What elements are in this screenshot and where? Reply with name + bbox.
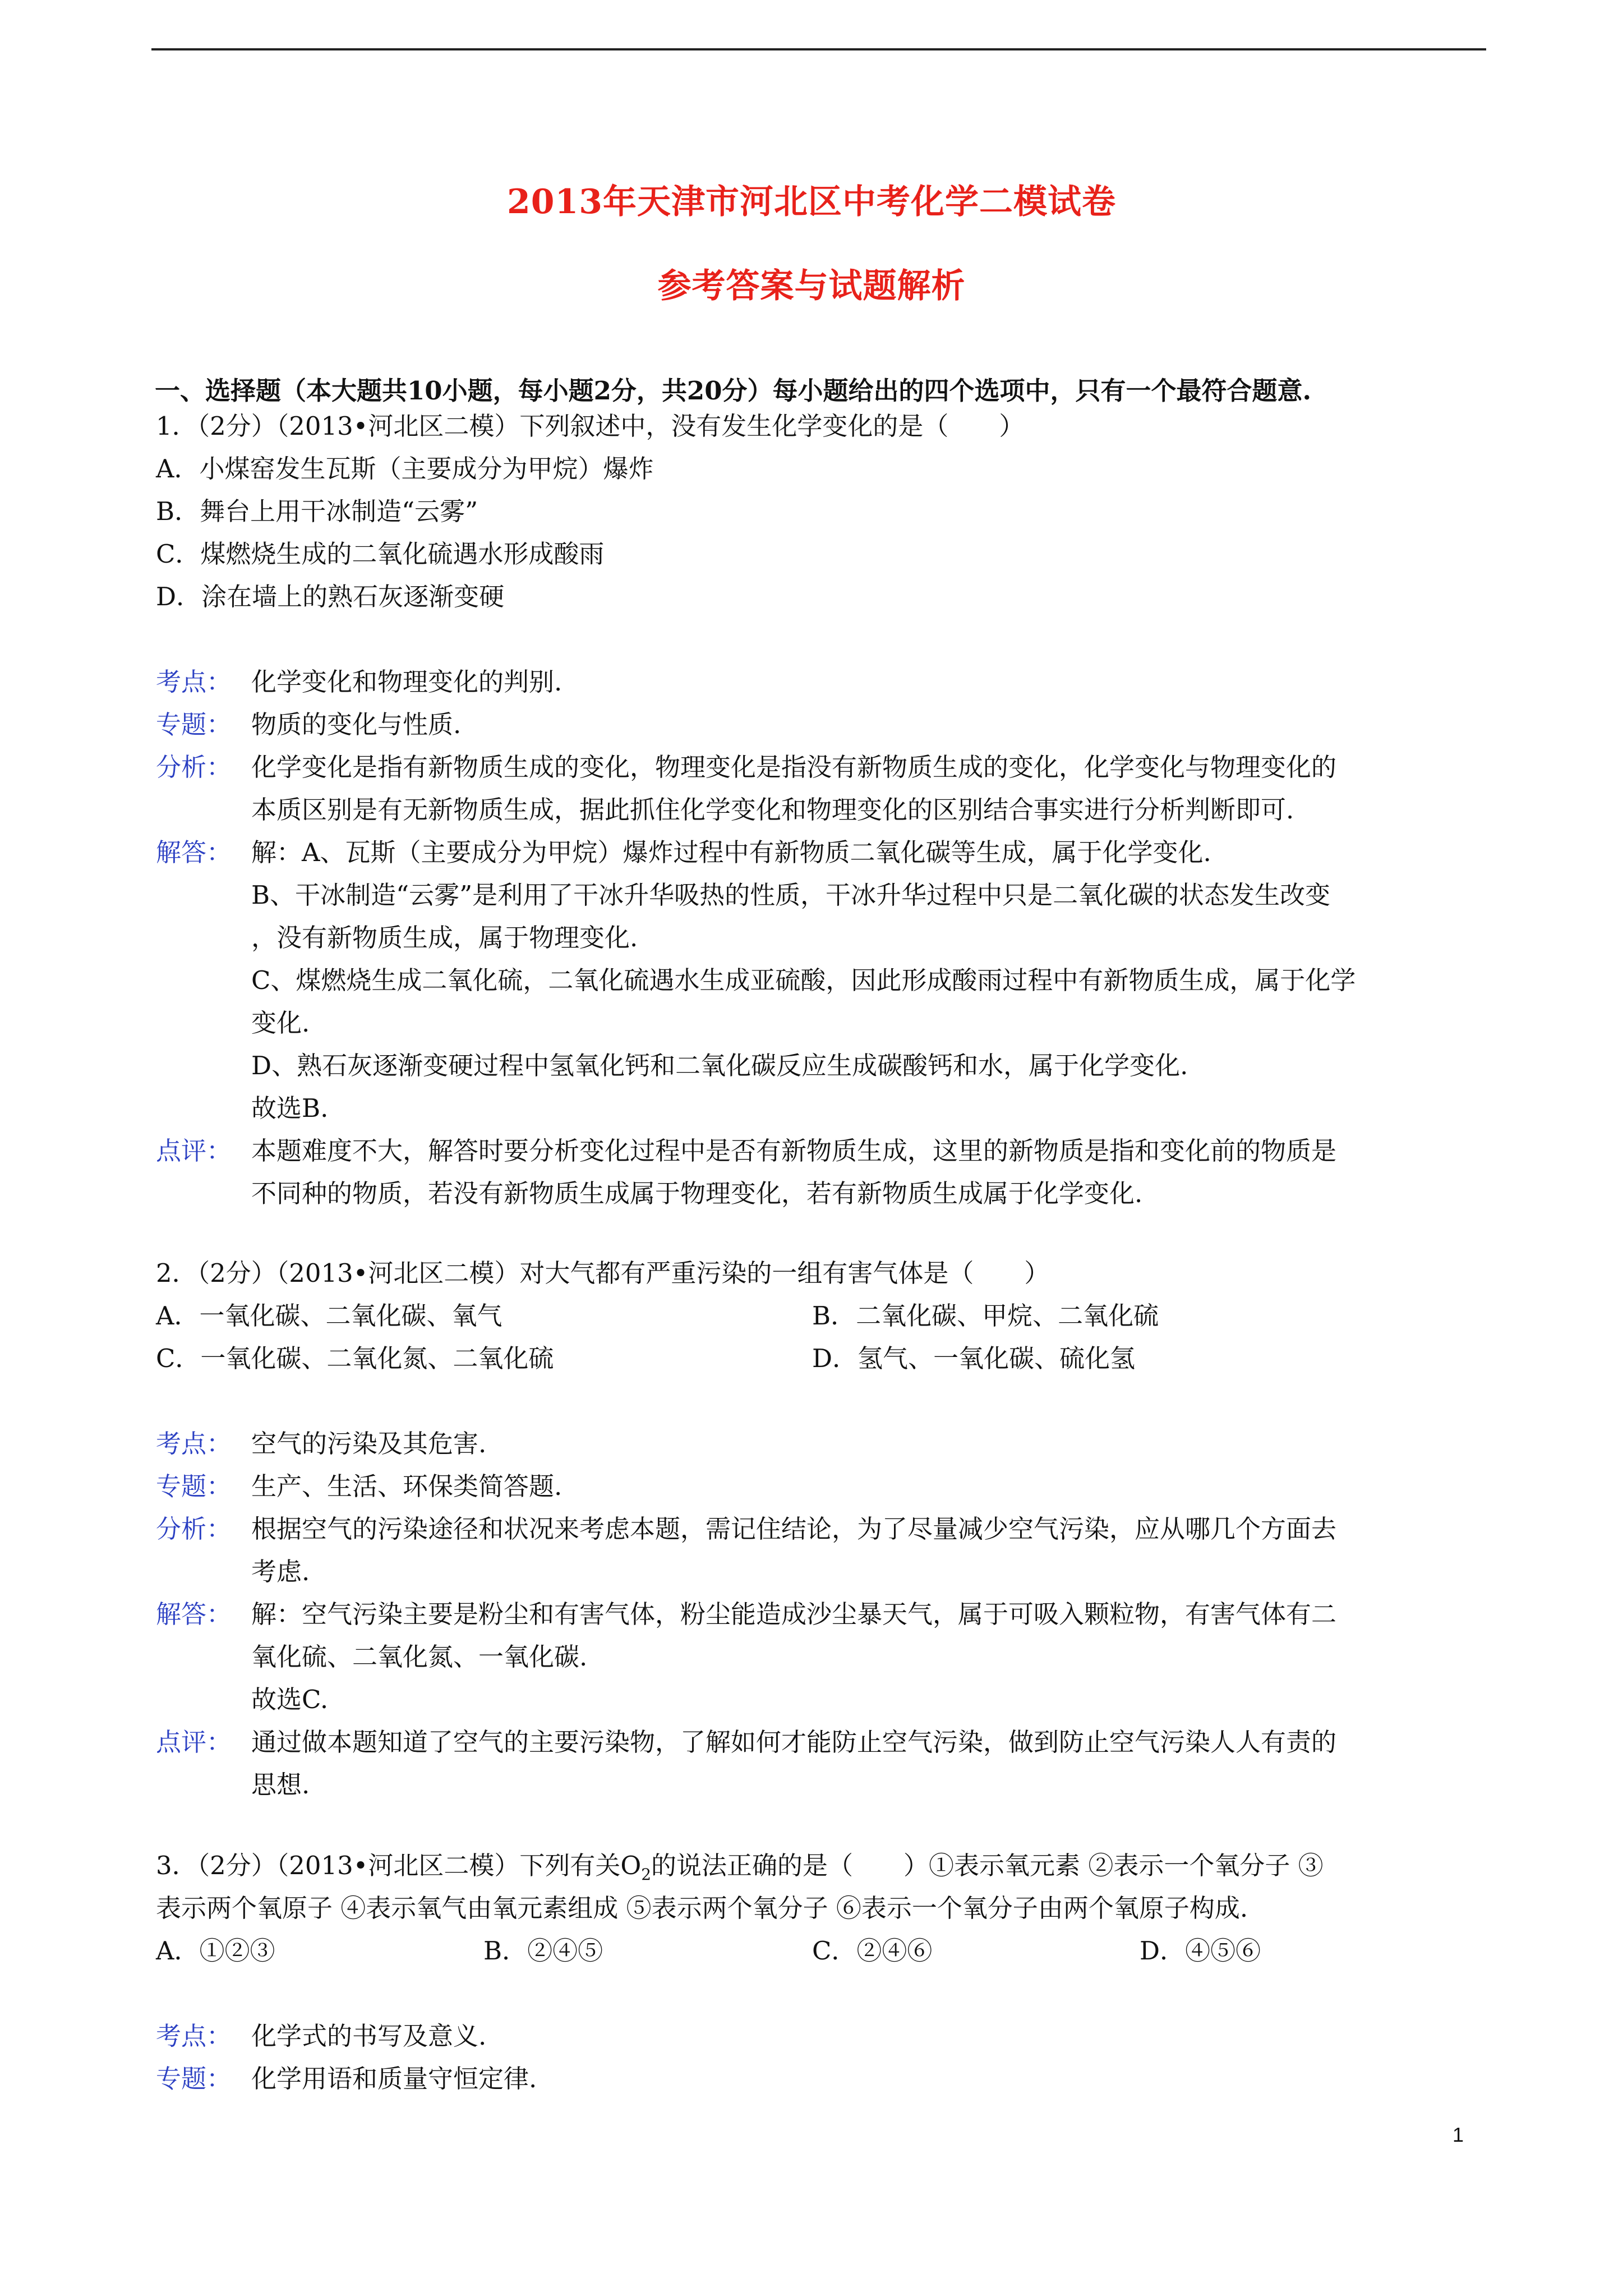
q2-fenxi-line: 考虑. bbox=[251, 1557, 310, 1586]
q2-stem: 2．（2分）（2013•河北区二模）对大气都有严重污染的一组有害气体是（ ） bbox=[156, 1258, 1050, 1288]
q1-dianping-line: 不同种的物质，若没有新物质生成属于物理变化，若有新物质生成属于化学变化. bbox=[251, 1179, 1143, 1208]
page-title: 2013年天津市河北区中考化学二模试卷 bbox=[507, 182, 1116, 222]
q1-stem: 1．（2分）（2013•河北区二模）下列叙述中，没有发生化学变化的是（ ） bbox=[156, 411, 1025, 441]
q1-zhuanti-label: 专题： bbox=[156, 710, 232, 739]
q2-jieda-label: 解答： bbox=[156, 1599, 232, 1629]
q1-jieda-line: C、煤燃烧生成二氧化硫，二氧化硫遇水生成亚硫酸，因此形成酸雨过程中有新物质生成，属于化学 bbox=[251, 965, 1356, 995]
q1-jieda-line: D、熟石灰逐渐变硬过程中氢氧化钙和二氧化碳反应生成碳酸钙和水，属于化学变化. bbox=[251, 1051, 1188, 1080]
q1-jieda-line: B、干冰制造“云雾”是利用了干冰升华吸热的性质，干冰升华过程中只是二氧化碳的状态发生改变 bbox=[251, 880, 1331, 910]
q2-jieda-line: 解：空气污染主要是粉尘和有害气体，粉尘能造成沙尘暴天气，属于可吸入颗粒物，有害气体有二 bbox=[251, 1599, 1337, 1629]
q3-stem-subscript: 2 bbox=[641, 1865, 652, 1884]
q2-option-b: B．二氧化碳、甲烷、二氧化硫 bbox=[812, 1301, 1159, 1331]
q3-zhuanti-label: 专题： bbox=[156, 2064, 232, 2093]
q2-option-a: A．一氧化碳、二氧化碳、氧气 bbox=[156, 1301, 502, 1331]
q2-jieda-line: 故选C. bbox=[251, 1685, 329, 1714]
q2-dianping-line: 思想. bbox=[251, 1770, 310, 1800]
q1-jieda-line: 变化. bbox=[251, 1008, 310, 1038]
q2-kaodian: 空气的污染及其危害. bbox=[251, 1429, 487, 1458]
page-subtitle: 参考答案与试题解析 bbox=[657, 266, 966, 306]
q1-dianping-label: 点评： bbox=[156, 1136, 232, 1166]
q1-jieda-line: ，没有新物质生成，属于物理变化. bbox=[251, 923, 638, 953]
q2-option-d: D．氢气、一氧化碳、硫化氢 bbox=[812, 1343, 1136, 1373]
q1-option-b: B．舞台上用干冰制造“云雾” bbox=[156, 496, 478, 526]
q1-kaodian: 化学变化和物理变化的判别. bbox=[251, 667, 562, 697]
q1-fenxi-label: 分析： bbox=[156, 752, 232, 782]
q1-fenxi-line: 本质区别是有无新物质生成，据此抓住化学变化和物理变化的区别结合事实进行分析判断即可. bbox=[251, 795, 1294, 825]
q1-jieda-label: 解答： bbox=[156, 838, 232, 867]
section-heading: 一、选择题（本大题共10小题，每小题2分，共20分）每小题给出的四个选项中，只有一个最符合题意. bbox=[155, 376, 1312, 406]
q1-option-d: D．涂在墙上的熟石灰逐渐变硬 bbox=[156, 582, 505, 611]
q2-option-c: C．一氧化碳、二氧化氮、二氧化硫 bbox=[156, 1343, 554, 1373]
q3-kaodian-label: 考点： bbox=[156, 2021, 232, 2051]
q1-option-c: C．煤燃烧生成的二氧化硫遇水形成酸雨 bbox=[156, 539, 605, 569]
q2-kaodian-label: 考点： bbox=[156, 1429, 232, 1458]
page-number: 1 bbox=[1453, 2123, 1464, 2146]
q1-jieda-line: 故选B. bbox=[251, 1093, 329, 1123]
q3-stem-part: 3．（2分）（2013•河北区二模）下列有关O bbox=[156, 1851, 642, 1880]
q2-fenxi-label: 分析： bbox=[156, 1514, 232, 1544]
q3-option-d: D．④⑤⑥ bbox=[1140, 1936, 1261, 1966]
q2-dianping-line: 通过做本题知道了空气的主要污染物，了解如何才能防止空气污染，做到防止空气污染人人有责的 bbox=[251, 1727, 1337, 1757]
header-rule bbox=[151, 48, 1486, 50]
q2-zhuanti-label: 专题： bbox=[156, 1471, 232, 1501]
q2-zhuanti: 生产、生活、环保类简答题. bbox=[251, 1471, 562, 1501]
q2-dianping-label: 点评： bbox=[156, 1727, 232, 1757]
q1-fenxi-line: 化学变化是指有新物质生成的变化，物理变化是指没有新物质生成的变化，化学变化与物理变化的 bbox=[251, 752, 1337, 782]
q3-stem-part: 的说法正确的是（ ）①表示氧元素 ②表示一个氧分子 ③ bbox=[651, 1851, 1324, 1880]
q1-dianping-line: 本题难度不大，解答时要分析变化过程中是否有新物质生成，这里的新物质是指和变化前的物质是 bbox=[251, 1136, 1337, 1166]
q3-option-c: C．②④⑥ bbox=[812, 1936, 933, 1966]
q3-kaodian: 化学式的书写及意义. bbox=[251, 2021, 487, 2051]
q2-jieda-line: 氧化硫、二氧化氮、一氧化碳. bbox=[251, 1642, 588, 1672]
q3-stem bbox=[156, 1849, 1324, 1892]
q1-zhuanti: 物质的变化与性质. bbox=[251, 710, 462, 739]
q1-jieda-line: 解：A、瓦斯（主要成分为甲烷）爆炸过程中有新物质二氧化碳等生成，属于化学变化. bbox=[251, 838, 1211, 867]
q2-fenxi-line: 根据空气的污染途径和状况来考虑本题，需记住结论，为了尽量减少空气污染，应从哪几个方面去 bbox=[251, 1514, 1337, 1544]
q3-option-b: B．②④⑤ bbox=[483, 1936, 603, 1966]
q1-kaodian-label: 考点： bbox=[156, 667, 232, 697]
q3-stem-line2: 表示两个氧原子 ④表示氧气由氧元素组成 ⑤表示两个氧分子 ⑥表示一个氧分子由两个氧原子构成. bbox=[156, 1893, 1248, 1923]
q3-option-a: A．①②③ bbox=[156, 1936, 275, 1966]
q1-option-a: A．小煤窑发生瓦斯（主要成分为甲烷）爆炸 bbox=[156, 454, 654, 484]
q3-zhuanti: 化学用语和质量守恒定律. bbox=[251, 2064, 537, 2093]
